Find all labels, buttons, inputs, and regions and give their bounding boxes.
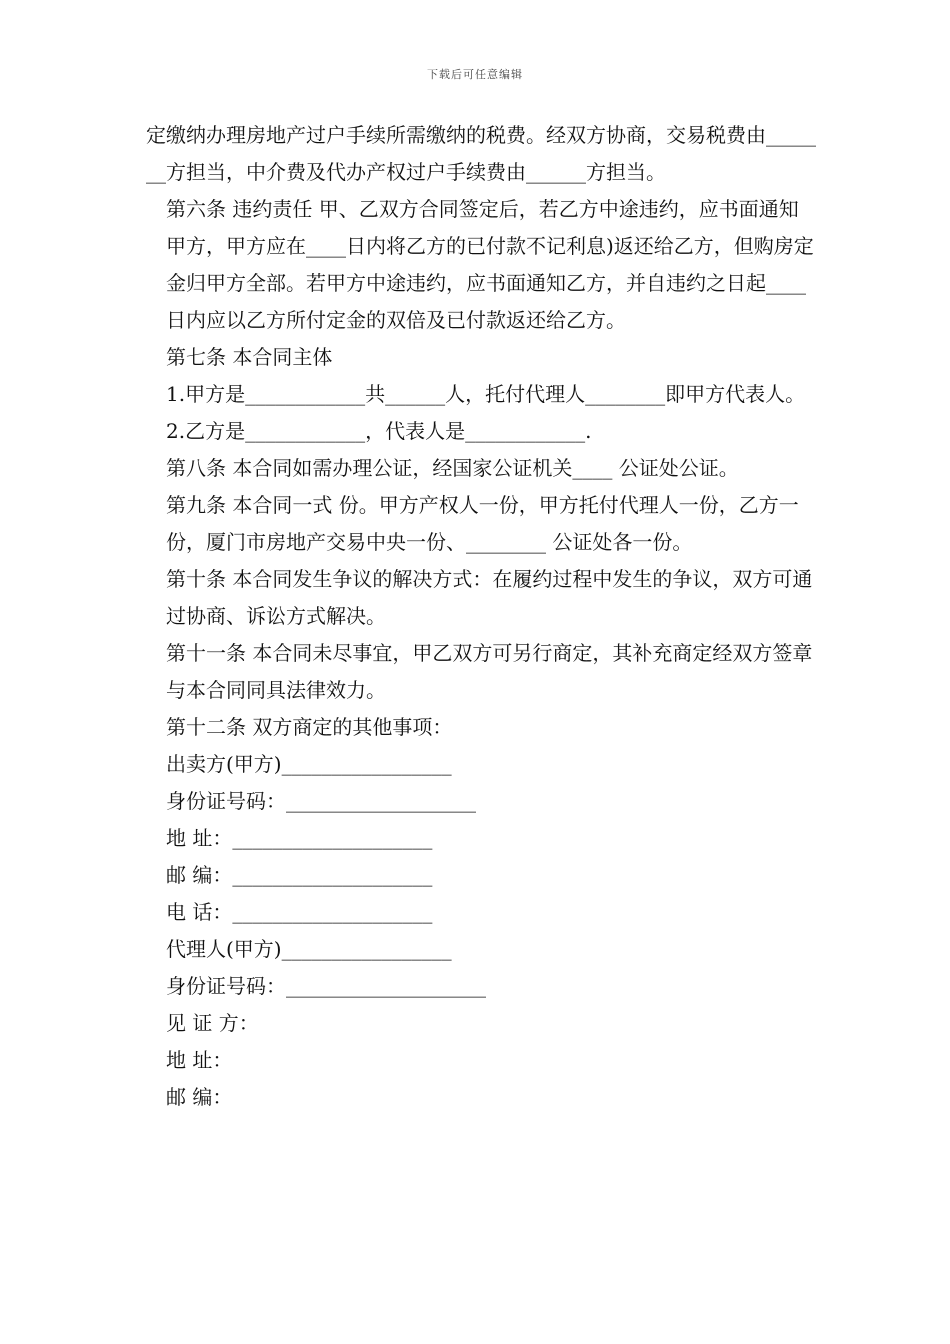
paragraph-article-8: 第八条 本合同如需办理公证，经国家公证机关____ 公证处公证。	[166, 456, 739, 480]
field-agent-id-number: 身份证号码：____________________	[166, 974, 486, 998]
paragraph-tax-fees: 定缴纳办理房地产过户手续所需缴纳的税费。经双方协商，交易税费由_______方担当，中介费及代办产权过户手续费由______方担当。	[146, 123, 816, 184]
paragraph-party-b: 2.乙方是____________，代表人是____________.	[166, 419, 592, 443]
field-seller-address: 地 址：____________________	[166, 826, 433, 850]
field-witness: 见 证 方：	[166, 1011, 259, 1035]
paragraph-party-a: 1.甲方是____________共______人，托付代理人________即甲方代表人。	[166, 382, 806, 406]
paragraph-article-9: 第九条 本合同一式 份。甲方产权人一份，甲方托付代理人一份，乙方一份，厦门市房地产交易中央一份、________ 公证处各一份。	[166, 493, 799, 554]
paragraph-article-6: 第六条 违约责任 甲、乙双方合同签定后，若乙方中途违约，应书面通知甲方，甲方应在____日内将乙方的已付款不记利息)返还给乙方，但购房定金归甲方全部。若甲方中途违约，应书面通知乙方，并自违约之日起____日内应以乙方所付定金的双倍及已付款返还给乙方。	[166, 197, 814, 332]
paragraph-article-7: 第七条 本合同主体	[166, 345, 333, 369]
paragraph-article-11: 第十一条 本合同未尽事宜，甲乙双方可另行商定，其补充商定经双方签章与本合同同具法律效力。	[166, 641, 813, 702]
field-seller-postcode: 邮 编：____________________	[166, 863, 433, 887]
field-witness-postcode: 邮 编：	[166, 1085, 233, 1109]
field-seller: 出卖方(甲方)_________________	[166, 752, 452, 776]
field-witness-address: 地 址：	[166, 1048, 233, 1072]
paragraph-article-12: 第十二条 双方商定的其他事项：	[166, 715, 453, 739]
document-body	[146, 117, 816, 1116]
header-note: 下载后可任意编辑	[427, 68, 523, 81]
field-agent: 代理人(甲方)_________________	[166, 937, 452, 961]
field-seller-phone: 电 话：____________________	[166, 900, 433, 924]
paragraph-article-10: 第十条 本合同发生争议的解决方式：在履约过程中发生的争议，双方可通过协商、诉讼方式解决。	[166, 567, 813, 628]
field-seller-id-number: 身份证号码：___________________	[166, 789, 476, 813]
